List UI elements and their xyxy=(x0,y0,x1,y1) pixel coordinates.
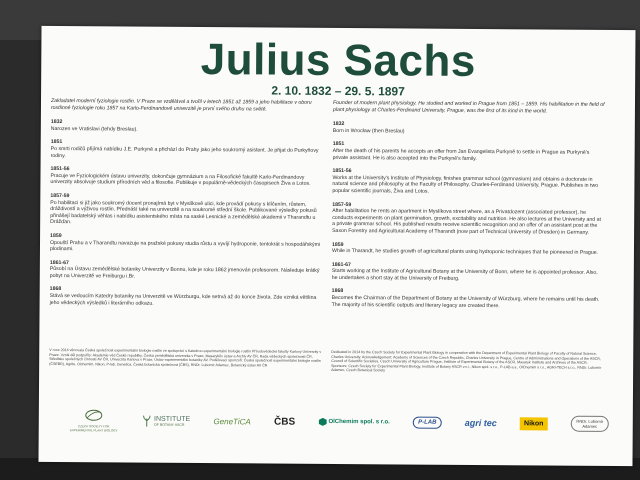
entry-text: While in Tharandt, he studies growth of agricultural plants using hydroponic techniques that he pioneered in Prague. xyxy=(331,248,599,256)
entry-text: Becomes the Chairman of the Department of Botany at the University of Würzburg, where he remains until his death. The majority of his scientific outputs and literary legacy are created there. xyxy=(331,295,600,309)
memorial-plaque xyxy=(38,26,635,466)
english-intro: Founder of modern plant physiology. He studied and worked in Prague from 1851 – 1859. His habilitation in the field of plant physiology at Charles-Ferdinand University, Prague, was the first of its kind in the world. xyxy=(332,99,605,115)
csebr-logo: CZECH SOCIETY FOR EXPERIMENTAL PLANT BIOLOGY xyxy=(69,408,119,432)
entry-year: 1868 xyxy=(331,288,344,295)
entry-text: Narozen ve Vratislavi (tehdy Breslau). xyxy=(50,125,138,133)
czech-entry xyxy=(50,286,322,308)
agritec-logo: agri tec xyxy=(464,417,497,429)
entry-year: 1859 xyxy=(331,241,344,248)
czech-footer: V roce 2014 věnovala Česká společnost experimentální biologie rostlin ve spolupráci s Katedrou experimentální biologie rostlin Přírodovědecké fakulty Karlovy Univerzity v Praze. Vznik děl podpořily: Akademie věd České republiky, Česká zemědělská univerzita v Praze, Masarykův ústav a Archiv AV ČR, Rada vědeckých společností ČR, Středisko společných činností AV ČR, Univerzita Karlova v Praze, Ústav experimentální botaniky AV. Podělovací sponzoři: Česká společnost experimentální biologie rostlin (ČSEBR), Agrite, Olchemim, Nikon, P-lab, Genetica, Česká botanická společnost (ČBS), RNDr. Lubomír Adamec, Botanický ústav AV ČR xyxy=(49,347,322,368)
czech-entry xyxy=(50,166,322,188)
english-column xyxy=(332,100,605,317)
entry-text: Působí na Ústavu zemědělské botaniky Univerzity v Bonnu, kde je roku 1862 jmenován profesorem. Následuje krátký pobyt na Univerzitě ve Freiburgu i.Br. xyxy=(49,266,320,280)
entry-year: 1851-56 xyxy=(50,166,70,173)
entry-year: 1861-67 xyxy=(49,259,69,266)
entry-text: Opouští Prahu a v Tharandtu navazuje na pražské pokusy studia růstu a vyvíjí hydroponie, tentokrát s hospodářskými plodinami. xyxy=(49,239,321,253)
genetica-logo: GeneTiCA xyxy=(213,416,251,426)
adamec-logo: RNDr. Lubomír Adamec xyxy=(571,416,609,432)
leaf-icon xyxy=(84,408,104,422)
english-entry xyxy=(333,121,605,136)
entry-text: Works at the University's Institute of Physiology, finishes grammar school (gymnasium) and obtains a doctorate in natural science and philosophy at the Faculty of Philosophy, Charles-Ferdinand University, Prague. Publishes in two popular scientific journals, Živa and Lotos. xyxy=(332,174,599,195)
entry-text: Pracuje ve Fyziologickém ústavu univerzity, dokončuje gymnázium a na Filosofické fakultě Karlo-Ferdinandovy univerzity absolvuje studium přírodních věd a filosofie. Publikuje v populárně-vědeckých časopisech Živa a Lotos. xyxy=(50,172,311,188)
english-entry xyxy=(333,141,605,163)
entry-year: 1851 xyxy=(332,141,345,148)
entry-year: 1857-59 xyxy=(50,192,70,200)
plant-icon xyxy=(142,415,152,427)
entry-text: Po smrti rodičů přijímá nabídku J.E. Purkyně a přichází do Prahy jako jeho soukromý asistent. Je přijat do Purkyňovy rodiny. xyxy=(50,145,319,159)
entry-year: 1832 xyxy=(50,119,63,126)
entry-text: After the death of his parents he accepts an offer from Jan Evangelista Purkyně to settle in Prague as Purkyně's private assistant. He is also accepted into the Purkyně's family. xyxy=(332,147,590,162)
english-footer: Dedicated in 2014 by the Czech Society for Experimental Plant Biology in cooperation with the Department of Experimental Plant Biology of Faculty of Natural Science, Charles University. Acknowledgement: Academy of Sciences of the Czech Republic, Charles University in Prague, Centre of Administrations and Operations of the ASCR, Council of Scientific Societies, Czech University of Agriculture Prague, Institute of Experimental Botany of the ASCR, Masaryk Institute and Archives of the ASCR. Sponsors: Czech Society for Experimental Plant Biology, Institute of Botany ASCR v.v.i., Nikon spol. s r.o., P-LAB a.s., OlChemim s r.o., AGRI-TECH s.r.o., RNDr. Lubomír Adamec, Czech Botanical Society xyxy=(331,349,602,373)
english-entry xyxy=(332,241,604,256)
hexagon-icon xyxy=(318,418,326,426)
entry-year: 1832 xyxy=(332,121,345,128)
entry-year: 1857-59 xyxy=(332,201,352,208)
institute-of-botany-logo: INSTITUTE OF BOTANY ASCR xyxy=(142,415,190,427)
sponsor-logos xyxy=(69,402,609,442)
nikon-logo: Nikon xyxy=(520,417,548,430)
entry-text: After habilitation he rents an apartment in Myslíkova street where, as a Privatdozent (associated professor), he conducts experiments on plant germination, growth, excitability and nutrition. He also lectures at the University and at a private grammar school. His published results receive scientific recognition and an offer of an assistant post at the Saxon Forestry and Agricultural Academy of Tharandt (now part of Technical University of Dresden) in Germany. xyxy=(332,208,601,236)
entry-year: 1859 xyxy=(50,232,62,239)
english-entry xyxy=(332,168,604,196)
czech-entry xyxy=(51,119,323,134)
entry-text: Stává se vedoucím Katedry botaniky na Univerzitě ve Würzburgu, kde setrvá až do konce života. Zde vzniká většina jeho vědeckých výsledků i literárního odkazu. xyxy=(49,293,317,307)
cbs-logo: ČBS xyxy=(274,416,296,428)
entry-year: 1861-67 xyxy=(331,261,351,268)
entry-text: Born in Wrocław (then Breslau) xyxy=(332,127,405,135)
english-entry xyxy=(332,288,604,310)
english-entry xyxy=(332,262,604,284)
czech-entry xyxy=(50,233,322,255)
plaque-title: Julius Sachs xyxy=(200,35,476,86)
czech-intro: Zakladatel moderní fyziologie rostlin. V Praze se vzdělával a tvořil v letech 1851 až 1859 a jeho habilitace v oboru rostlinné fyziologie roku 1857 na Karlo-Ferdinandově univerzitě je první svého druhu na světě. xyxy=(50,97,312,113)
english-entry xyxy=(332,201,604,236)
czech-entry xyxy=(50,260,322,282)
olchemim-logo: OlChemim spol. s r.o. xyxy=(318,418,389,426)
entry-year: 1851-56 xyxy=(332,168,352,175)
plaque-dates: 2. 10. 1832 – 29. 5. 1897 xyxy=(271,83,405,99)
entry-year: 1851 xyxy=(50,139,63,146)
plab-logo: P-LAB xyxy=(413,417,441,429)
entry-year: 1868 xyxy=(49,286,62,293)
czech-entry xyxy=(50,193,322,228)
entry-text: Po habilitaci si již jako soukromý docent pronajímá byt v Myslíkově ulici, kde provádí pokusy s klíčením, růstem, dráždivostí a výživou rostlin. Přednáší také na univerzitě a na soukromé střední škole. Publikované výsledky pokusů přinášejí badatelský věhlas i nabídku asistentského místa na saské Lesnické a zemědělské akademii v Tharandtu u Drážďan. xyxy=(50,199,317,226)
czech-column xyxy=(50,98,323,315)
entry-text: Starts working at the Institute of Agricultural Botany at the University of Bonn, where he is appointed professor. Also, he undertakes a short stay at the University of Freiburg. xyxy=(331,268,598,282)
czech-entry xyxy=(51,139,323,161)
